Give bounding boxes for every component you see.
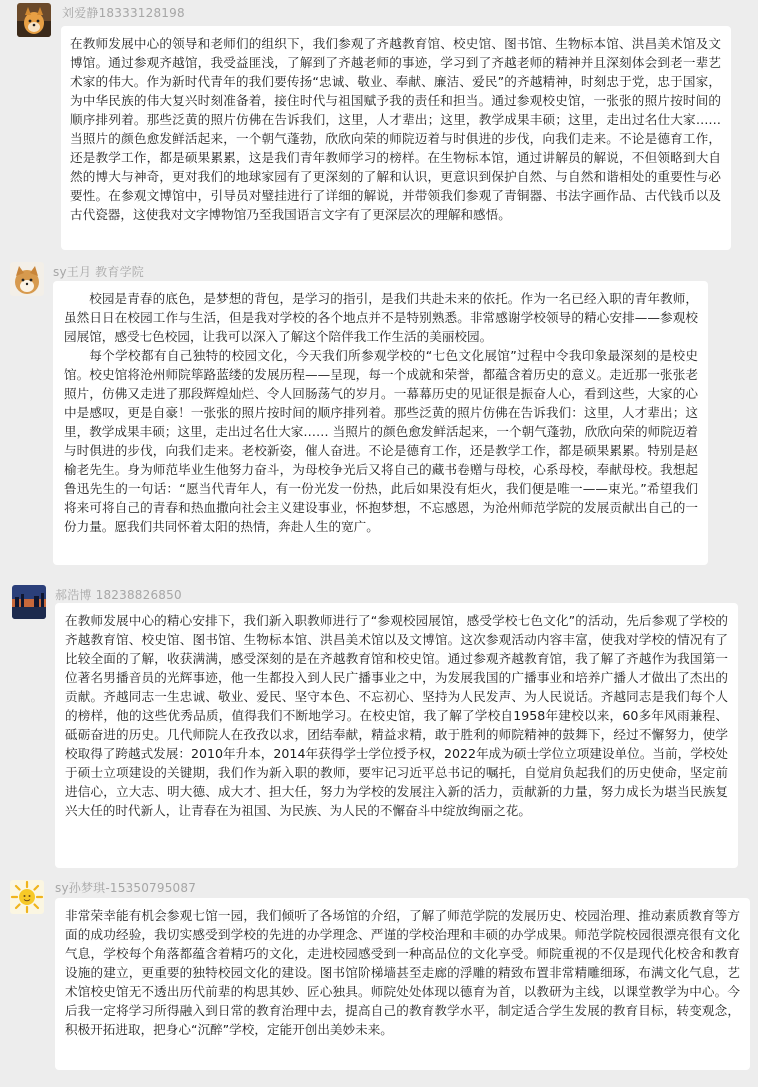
message-paragraph: 每个学校都有自己独特的校园文化，今天我们所参观学校的“七色文化展馆”过程中令我印象最深刻的是校史馆。校史馆将沧州师院筚路蓝缕的发展历程——呈现，每一个成就和荣誉，都蕴含着历史的意义。走近那一张张老照片，仿佛又走进了那段辉煌灿烂、令人回肠荡气的岁月。一幕幕历史的见证很是振奋人心，看到这些，大家的心中是感叹，更是自豪！一张张的照片按时间的顺序排列着。那些泛黄的照片仿佛在告诉我们：这里，人才辈出；这里，教学成果丰硕；这里，走出过名仕大家…… 当照片的颜色愈发鲜活起来，一个朝气蓬勃，欣欣向荣的师院迈着与时俱进的步伐，向我们走来。老校新姿，催人奋进。不论是德育工作，还是教学工作，都是硕果累累。特别是赵榆老先生。身为师范毕业生他努力奋斗，为母校争光后又将自己的藏书卷赠与母校，心系母校，奉献母校。我想起鲁迅先生的一句话：“愿当代青年人，有一份光发一份热，此后如果没有炬火，我们便是唯一——束光。”希望我们将来可将自己的青春和热血撒向社会主义建设事业，怀抱梦想，不忘感恩，为沧州师范学院的发展贡献出自己的一份力量。愿我们共同怀着太阳的热情，奔赴人生的宽广。 — [64, 348, 698, 534]
message-text: 在教师发展中心的精心安排下，我们新入职教师进行了“参观校园展馆，感受学校七色文化”的活动，先后参观了学校的齐越教育馆、校史馆、图书馆、生物标本馆、洪昌美术馆以及文博馆。这次参观活动内容丰富，使我对学校的情况有了比较全面的了解，收获满满，感受深刻的是在齐越教育馆和校史馆。通过参观齐越教育馆，我了解了齐越作为我国第一位著名男播音员的光辉事迹，他一生都投入到人民广播事业之中，为发展我国的广播事业和培养广播人才做出了杰出的贡献。齐越同志一生忠诚、敬业、爱民、坚守本色、不忘初心、坚持为人民发声、为人民说话。齐越同志是我们每个人的榜样，他的这些优秀品质，值得我们不断地学习。在校史馆，我了解了学校自1958年建校以来，60多年风雨兼程、砥砺奋进的历史。几代师院人在孜孜以求，团结奉献，精益求精，敢于胜利的师院精神的鼓舞下，经过不懈努力，使学校取得了跨越式发展：2010年升本，2014年获得学士学位授予权，2022年成为硕士学位立项建设单位。当前，学校处于硕士立项建设的关键期，我们作为新入职的教师，要牢记习近平总书记的嘱托，自觉肩负起我们的历史使命，坚定前进信心，立大志、明大德、成大才、担大任，努力为学校的发展注入新的活力，贡献新的力量，努力成长为堪当民族复兴大任的时代新人，让青春在为祖国、为民族、为人民的不懈奋斗中绽放绚丽之花。 — [65, 613, 728, 818]
sender-name: sy孙梦琪-15350795087 — [55, 881, 197, 895]
sender-name: 刘爱静18333128198 — [62, 6, 185, 20]
avatar[interactable] — [10, 262, 44, 296]
avatar[interactable] — [12, 585, 46, 619]
message-text: 在教师发展中心的领导和老师们的组织下，我们参观了齐越教育馆、校史馆、图书馆、生物标本馆、洪昌美术馆及文博馆。通过参观齐越馆，我受益匪浅，了解到了齐越老师的事迹，学习到了齐越老师的精神并且深刻体会到老一辈艺术家的伟大。作为新时代青年的我们要传扬“忠诚、敬业、奉献、廉洁、爱民”的齐越精神，时刻忠于党，忠于国家，为中华民族的伟大复兴时刻准备着，接住时代与祖国赋予我的责任和担当。通过参观校史馆，一张张的照片按时间的顺序排列着。那些泛黄的照片仿佛在告诉我们，这里，人才辈出；这里，教学成果丰硕；这里，走出过名仕大家…… 当照片的颜色愈发鲜活起来，一个朝气蓬勃，欣欣向荣的师院迈着与时俱进的步伐，向我们走来。不论是德育工作，还是教学工作，都是硕果累累，这是我们青年教师学习的榜样。在生物标本馆，通过讲解员的解说，不但领略到大自然的博大与神奇，更对我们的地球家园有了更深刻的了解和认识，更意识到保护自然、与自然和谐相处的重要性与必要性。在参观文博馆中，引导员对璧挂进行了详细的解说，并带领我们参观了青铜器、书法字画作品、古代钱币以及古代瓷器，这使我对文字博物馆乃至我国语言文字有了更深层次的理解和感悟。 — [70, 36, 721, 222]
message-bubble[interactable] — [61, 26, 731, 250]
message-bubble[interactable] — [55, 603, 738, 868]
message-bubble[interactable] — [53, 281, 708, 565]
message-paragraph: 校园是青春的底色，是梦想的背包，是学习的指引，是我们共赴未来的依托。作为一名已经入职的青年教师，虽然日日在校园工作与生活，但是我对学校的各个地点并不是特别熟悉。非常感谢学校领导的精心安排——参观校园展馆，感受七色校园，让我可以深入了解这个陪伴我工作生活的美丽校园。 — [64, 291, 698, 344]
message-text: 非常荣幸能有机会参观七馆一园，我们倾听了各场馆的介绍，了解了师范学院的发展历史、校园治理、推动素质教育等方面的成功经验，我切实感受到学校的先进的办学理念、严谨的学校治理和丰硕的办学成果。师范学院校园很漂亮很有文化气息，学校每个角落都蕴含着精巧的文化，走进校园感受到一种高品位的文化享受。师院重视的不仅是现代化校舍和教育设施的建立，更重要的独特校园文化的建设。图书馆阶梯墙甚至走廊的浮雕的精致布置非常精雕细琢，布满文化气息，艺术馆校史馆无不透出历代前辈的构思其妙、匠心独具。师院处处体现以德育为首，以教研为主线，以课堂教学为中心。今后我一定将学习所得融入到日常的教育治理中去，提高自己的教育教学水平，制定适合学生发展的教育目标，转变观念，积极开拓进取，把身心“沉醉”学校，定能开创出美妙未来。 — [65, 908, 740, 1037]
avatar[interactable] — [17, 3, 51, 37]
sender-name: sy王月 教育学院 — [53, 265, 144, 279]
dog-avatar-icon — [17, 3, 51, 37]
sun-avatar-icon — [10, 880, 44, 914]
message-bubble[interactable] — [55, 898, 750, 1070]
sender-name: 郝浩博 18238826850 — [55, 588, 182, 602]
shiba-avatar-icon — [10, 262, 44, 296]
landscape-avatar-icon — [12, 585, 46, 619]
avatar[interactable] — [10, 880, 44, 914]
